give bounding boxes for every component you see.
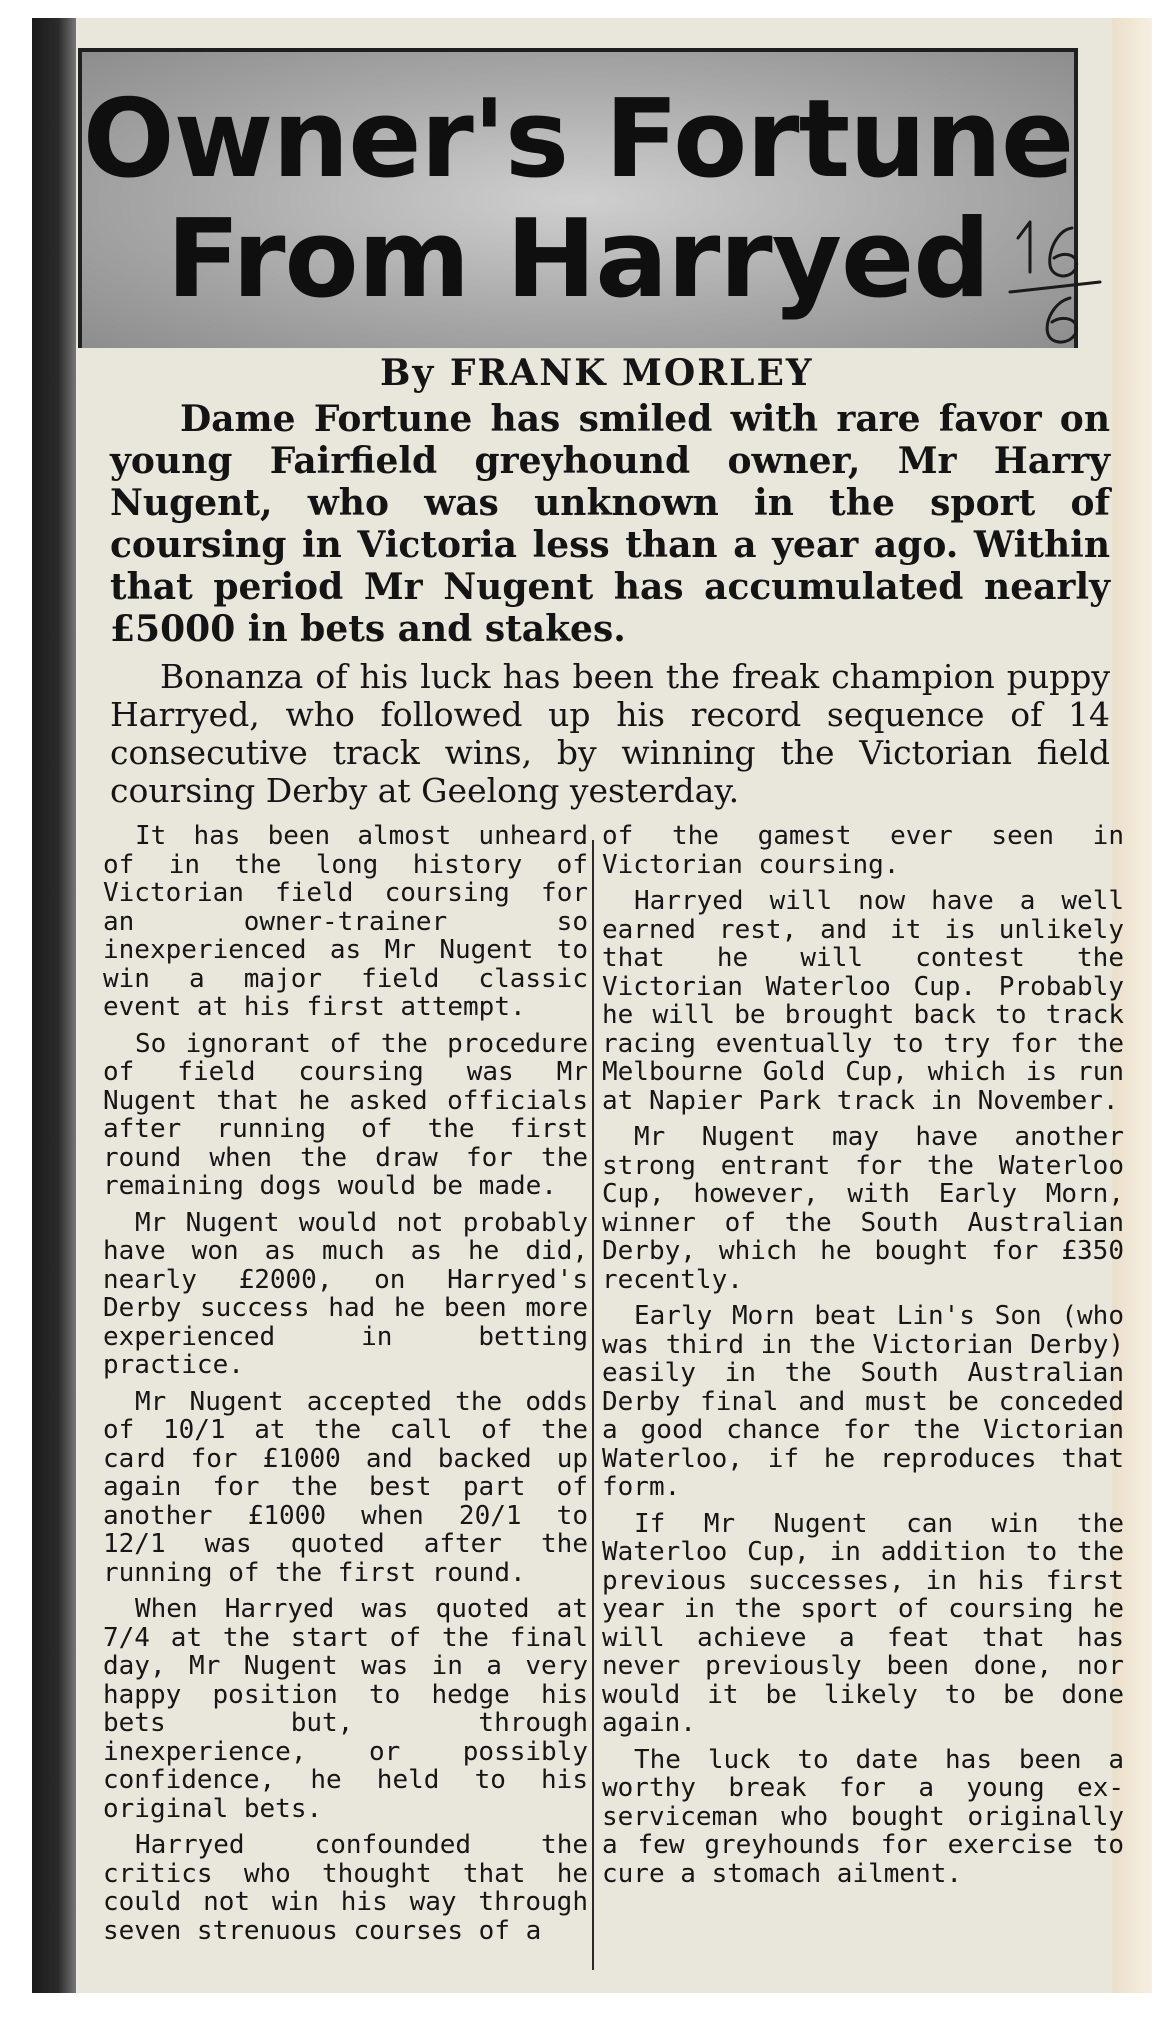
paragraph: Harryed confounded the critics who thought that he could not win his way through seven strenuous courses of a (103, 1830, 588, 1946)
paragraph: Mr Nugent accepted the odds of 10/1 at the call of the card for £1000 and backed up again for the best part of another £1000 when 20/1 to 12/1 was quoted after the running of the first round. (103, 1386, 588, 1588)
paragraph: When Harryed was quoted at 7/4 at the start of the final day, Mr Nugent was in a very happy position to hedge his bets but, through inexperience, or possibly confidence, he held to his original bets. (103, 1594, 588, 1824)
paragraph: It has been almost unheard of in the long history of Victorian field coursing for an owner-trainer so inexperienced as Mr Nugent to win a major field classic event at his first attempt. (103, 821, 588, 1022)
second-lede-paragraph: Bonanza of his luck has been the freak champion puppy Harryed, who followed up his record sequence of 14 consecutive track wins, by winning the Victorian field coursing Derby at Geelong yesterday. (110, 657, 1110, 810)
column-divider (592, 840, 594, 1970)
headline-line-2: From Harryed (166, 197, 990, 322)
paragraph: Mr Nugent may have another strong entrant for the Waterloo Cup, however, with Early Morn, winner of the South Australian Derby, which he bought for £350 recently. (602, 1122, 1124, 1295)
paragraph: So ignorant of the procedure of field coursing was Mr Nugent that he asked officials after running of the first round when the draw for the remaining dogs would be made. (103, 1028, 588, 1201)
paragraph: The luck to date has been a worthy break for a young ex-serviceman who bought originally a few greyhounds for exercise to cure a stomach ailment. (602, 1744, 1124, 1889)
paragraph: of the gamest ever seen in Victorian coursing. (602, 821, 1124, 880)
headline-box (78, 48, 1078, 348)
left-column (103, 822, 588, 1953)
right-column (602, 822, 1124, 1896)
paragraph: Harryed will now have a well earned rest, and it is unlikely that he will contest the Victorian Waterloo Cup. Probably he will be brought back to track racing eventually to try for the Melbourne Gold Cup, which is run at Napier Park track in November. (602, 886, 1124, 1116)
lede-paragraph: Dame Fortune has smiled with rare favor on young Fairfield greyhound owner, Mr Harry Nugent, who was unknown in the sport of coursing in Victoria less than a year ago. Within that period Mr Nugent has accumulated nearly £5000 in bets and stakes. (110, 398, 1110, 650)
scan-shadow-edge (32, 18, 76, 1993)
paragraph: Mr Nugent would not probably have won as much as he did, nearly £2000, on Harryed's Derby success had he been more experienced in betting practice. (103, 1207, 588, 1380)
byline: By FRANK MORLEY (380, 352, 814, 394)
paragraph: Early Morn beat Lin's Son (who was third in the Victorian Derby) easily in the South Australian Derby final and must be conceded a good chance for the Victorian Waterloo, if he reproduces that form. (602, 1301, 1124, 1502)
paragraph: If Mr Nugent can win the Waterloo Cup, in addition to the previous successes, in his first year in the sport of coursing he will achieve a feat that has never previously been done, nor would it be likely to be done again. (602, 1508, 1124, 1738)
headline-line-1: Owner's Fortune (82, 77, 1074, 202)
handwritten-date-annotation (1000, 210, 1110, 350)
